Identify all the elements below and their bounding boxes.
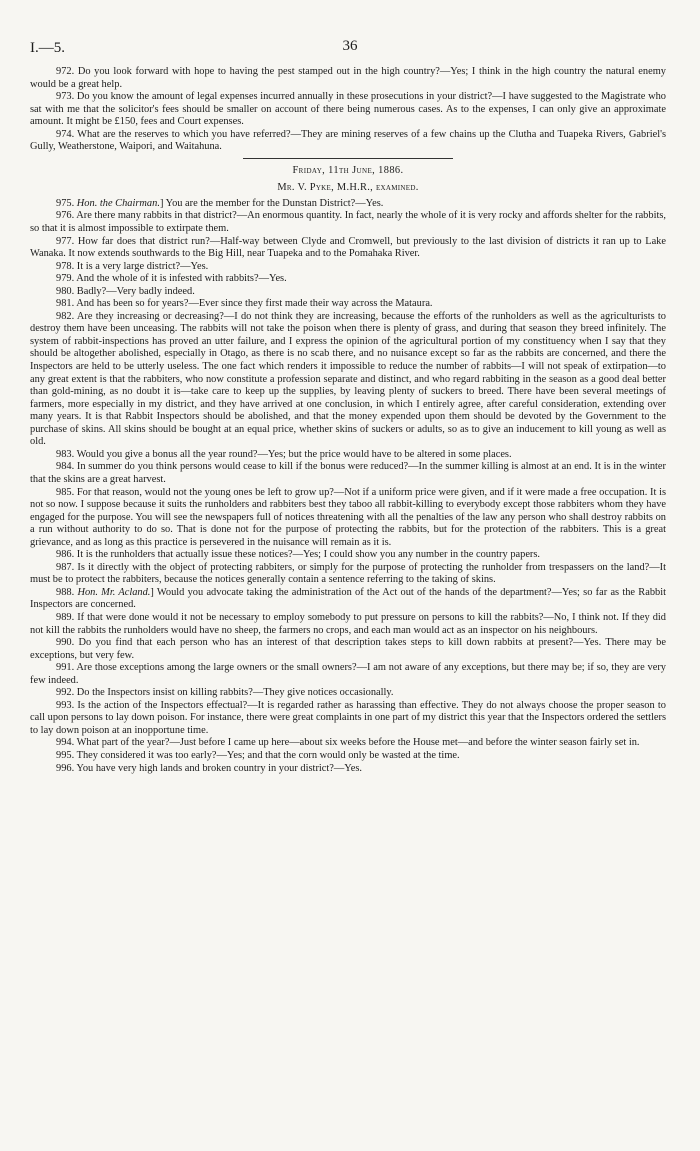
qa-paragraph: 977. How far does that district run?—Half-way between Clyde and Cromwell, but previously to the last division of districts it ran up to Lake Wanaka. It now extends southwards to the Big Hill, near Tuapeka and to the Pomahaka River. xyxy=(30,235,666,260)
qa-paragraph: 990. Do you find that each person who has an interest of that description takes steps to kill down rabbits at present?—Yes. There may be exceptions, but very few. xyxy=(30,637,666,661)
qa-paragraph: 993. Is the action of the Inspectors effectual?—It is regarded rather as harassing than effective. They do not always choose the proper season to call upon persons to lay down poison. For instance, there were great complaints in one part of my district this year that the Inspectors ordered the settlers to lay down poison at an inopportune time. xyxy=(30,699,666,736)
qa-paragraph: 996. You have very high lands and broken country in your district?—Yes. xyxy=(56,762,363,774)
qa-paragraph: 984. In summer do you think persons would cease to kill if the bonus were reduced?—In the summer killing is almost at an end. It is in the winter that the skins are a great harvest. xyxy=(30,461,666,485)
qa-paragraph: 986. It is the runholders that actually issue these notices?—Yes; I could show you any number in the country papers. xyxy=(56,549,541,561)
document-reference: I.—5. xyxy=(30,40,65,56)
witness-heading: Mr. V. Pyke, M.H.R., examined. xyxy=(277,182,419,194)
qa-paragraph: 974. What are the reserves to which you have referred?—They are mining reserves of a few chains up the Clutha and Tuapeka Rivers, Gabriel's Gully, Weatherstone, Waipori, and Waitahuna. xyxy=(30,128,666,153)
speaker-name: Hon. the Chairman. xyxy=(76,197,160,209)
qa-paragraph: 978. It is a very large district?—Yes. xyxy=(56,260,209,272)
qa-paragraph: 979. And the whole of it is infested with rabbits?—Yes. xyxy=(56,273,287,285)
qa-paragraph: 976. Are there many rabbits in that district?—An enormous quantity. In fact, nearly the whole of it is very rocky and affords shelter for the rabbits, so that it is almost impossible to extirpate them. xyxy=(30,210,666,235)
qa-paragraph: 995. They considered it was too early?—Yes; and that the corn would only be wasted at the time. xyxy=(56,749,460,761)
qa-paragraph: 982. Are they increasing or decreasing?—I do not think they are increasing, because the efforts of the runholders as well as the agriculturists to destroy them have been unceasing. The rabbits will not take the poison when there is plenty of grass, and during that season they breed infinitely. The system of rabbit-inspections has proved an utter failure, and I express the opinion of the agricultural portion of my constituency when I say that they should be altogether abolished, especially in Otago, as there is no scab there, and no nuisance except so far as the rabbits are concerned, and there the Inspectors are held to be utterly useless. The one fact which renders it impossible to reduce the number of rabbits—I will not speak of extirpation—to any great extent is that the rabbiters, who now constitute a profession separate and distinct, and who regard rabbiting in the season as a good deal better than gold-mining, as no doubt it is—take care to keep up the supplies, by leaving plenty of suckers to breed. There have been several meetings of farmers, more especially in my district, and they have arrived at one conclusion, in which I entirely agree, after careful consideration, extending over many years. It is that Rabbit Inspectors should be abolished, and that the money expended upon them should be devoted by the Government to the purchase of skins. All skins should be bought at an equal price, whether skins of suckers or adults, so as to give an inducement to kill young as well as old. xyxy=(30,310,666,448)
session-date: Friday, 11th June, 1886. xyxy=(292,164,404,176)
qa-paragraph: 981. And has been so for years?—Ever since they first made their way across the Mataura. xyxy=(56,298,433,310)
document-body xyxy=(30,66,666,775)
qa-paragraph: 989. If that were done would it not be necessary to employ somebody to put pressure on persons to kill the rabbits?—No, I think not. If they did not kill the rabbits the runholders would have no sheep, the farmers no crops, and each man would act as an inspector on his neighbours. xyxy=(30,611,666,636)
qa-paragraph: 992. Do the Inspectors insist on killing rabbits?—They give notices occasionally. xyxy=(56,687,394,699)
question-text: Would you advocate taking the administration of the Act out of the hands of the department?—Yes; so far as the Rabbit Inspectors are concerned. xyxy=(30,586,666,611)
question-text: You are the member for the Dunstan District?—Yes. xyxy=(165,197,384,209)
qa-paragraph: 991. Are those exceptions among the large owners or the small owners?—I am not aware of any exceptions, but there may be; if so, they are very few indeed. xyxy=(30,662,666,686)
page-number: 36 xyxy=(342,38,358,54)
qa-paragraph: 994. What part of the year?—Just before I came up here—about six weeks before the House met—and before the winter season fairly set in. xyxy=(56,737,640,749)
qa-paragraph: 985. For that reason, would not the young ones be left to grow up?—Not if a uniform price were given, and if it were made a free occupation. It is not so now. I suppose because it suits the runholders and rabbiters best they taboo all rabbit-killing to everybody except those rabbiters whom they have engaged for the purpose. You will see the newspapers full of notices threatening with all the penalties of the law any person who shall destroy rabbits on a run without authority to do so. That is done not for the purpose of protecting the rabbits, but for the protection of the rabbiters. This is a great grievance, and as long as this practice is persevered in the nuisance will remain as it is. xyxy=(30,486,666,548)
qa-paragraph: 987. Is it directly with the object of protecting rabbiters, or simply for the purpose of protecting the runholder from trespassers on the land?—It must be to protect the rabbiters, because the notices generally contain a sentence referring to the taking of skins. xyxy=(30,561,666,586)
qa-paragraph: 980. Badly?—Very badly indeed. xyxy=(56,285,195,297)
qa-paragraph: 983. Would you give a bonus all the year round?—Yes; but the price would have to be altered in some places. xyxy=(56,448,512,460)
qa-paragraph: 972. Do you look forward with hope to having the pest stamped out in the high country?—Yes; I think in the high country the natural enemy would be a great help. xyxy=(30,66,666,90)
qa-paragraph: 988. Hon. Mr. Acland.] Would you advocate taking the administration of the Act out of the hands of the department?—Yes; so far as the Rabbit Inspectors are concerned. xyxy=(30,586,666,611)
section-divider xyxy=(243,158,453,159)
speaker-name: Hon. Mr. Acland. xyxy=(77,586,151,598)
qa-paragraph: 973. Do you know the amount of legal expenses incurred annually in these prosecutions in your district?—I have suggested to the Magistrate who sat with me that the solicitor's fees should be smaller on account of there being numerous cases. As to the expenses, I can only give an approximate amount. It might be £150, fees and Court expenses. xyxy=(30,91,666,128)
question-number: 975. xyxy=(56,197,75,209)
question-number: 988. xyxy=(56,586,75,598)
qa-paragraph: 975. Hon. the Chairman.] You are the member for the Dunstan District?—Yes. xyxy=(56,197,384,209)
